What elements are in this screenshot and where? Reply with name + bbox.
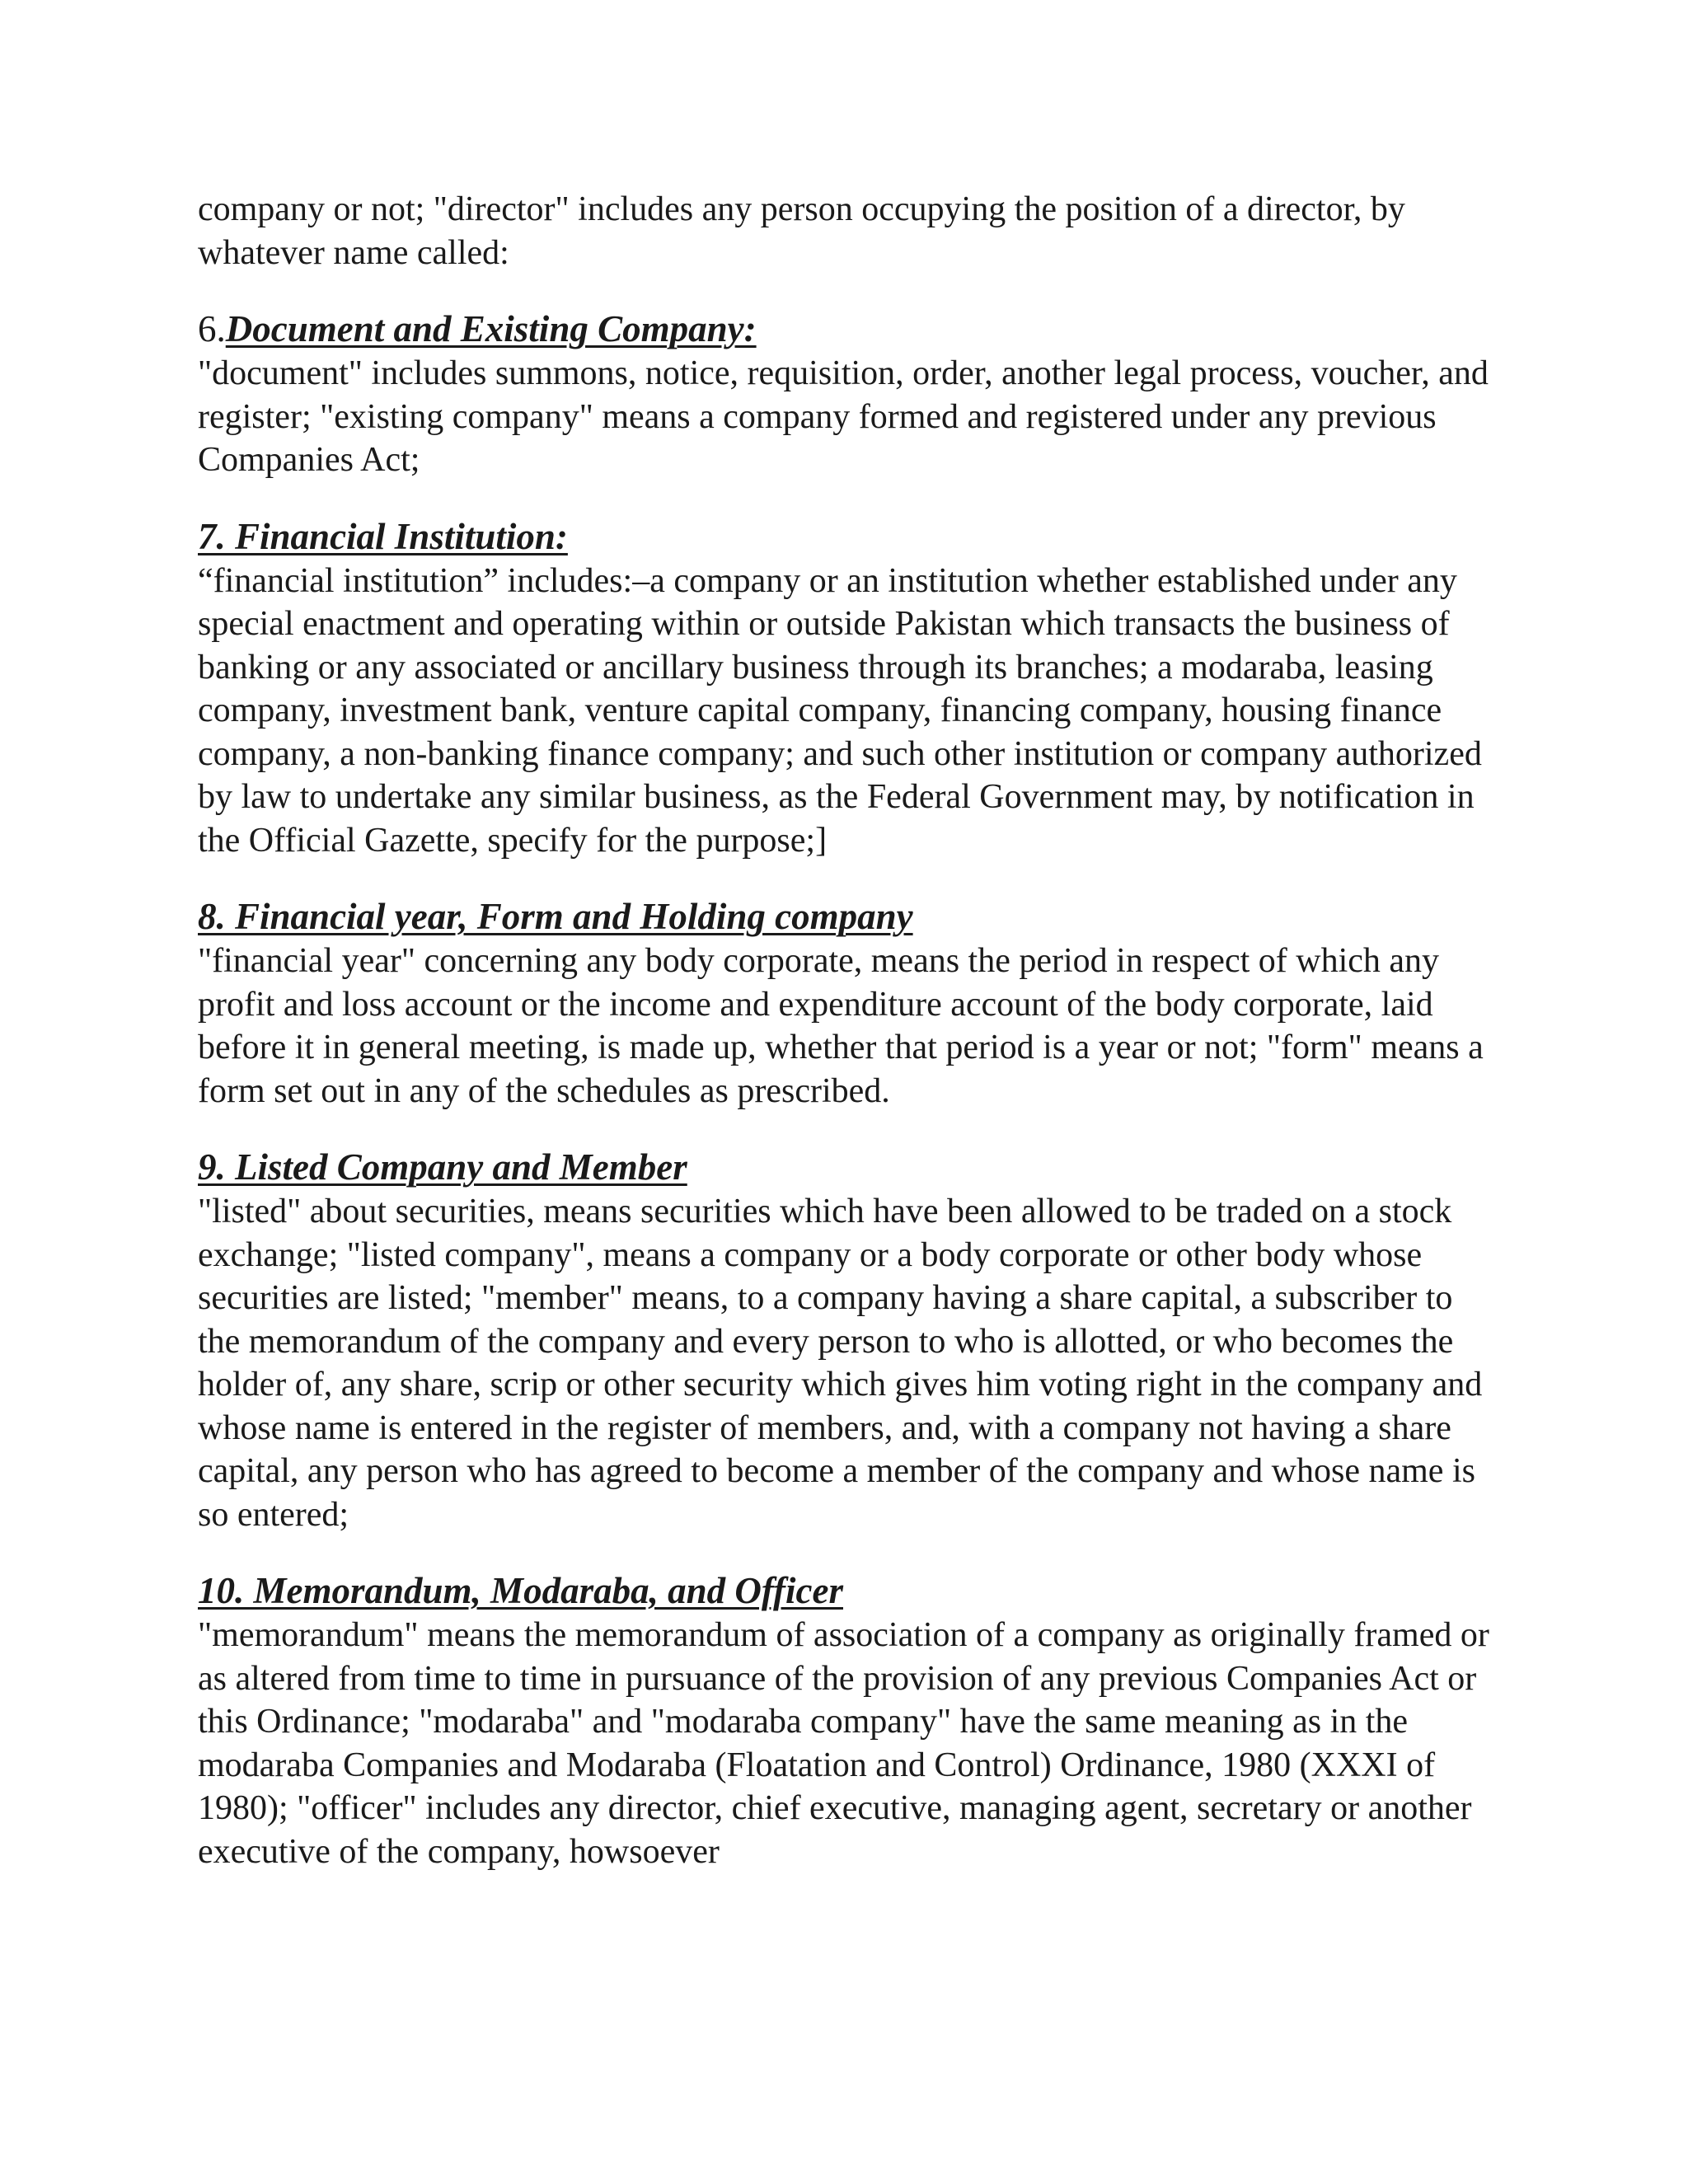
section-heading bbox=[198, 893, 1500, 940]
section-title: 7. Financial Institution: bbox=[198, 515, 568, 557]
document-page bbox=[198, 188, 1500, 1873]
section-title: 9. Listed Company and Member bbox=[198, 1146, 687, 1188]
section-7 bbox=[198, 513, 1500, 863]
section-9 bbox=[198, 1144, 1500, 1536]
section-number: 6. bbox=[198, 308, 226, 349]
section-heading bbox=[198, 1568, 1500, 1614]
section-8 bbox=[198, 893, 1500, 1113]
section-10 bbox=[198, 1568, 1500, 1873]
section-heading bbox=[198, 1144, 1500, 1190]
section-body: "memorandum" means the memorandum of association of a company as originally framed or as altered from time to time in pursuance of the provision of any previous Companies Act or this Ordinance; "modaraba" and "modaraba company" have the same meaning as in the modaraba Companies and Modaraba (Floatation and Control) Ordinance, 1980 (XXXI of 1980); "officer" includes any director, chief executive, managing agent, secretary or another executive of the company, howsoever bbox=[198, 1616, 1489, 1871]
section-heading bbox=[198, 513, 1500, 560]
section-heading bbox=[198, 306, 1500, 352]
intro-paragraph: company or not; "director" includes any person occupying the position of a director, by whatever name called: bbox=[198, 190, 1405, 272]
section-title: 10. Memorandum, Modaraba, and Officer bbox=[198, 1570, 843, 1611]
section-body: "document" includes summons, notice, requisition, order, another legal process, voucher, and register; "existing company" means a company formed and registered under any previous Companies Act; bbox=[198, 354, 1489, 479]
section-body: "financial year" concerning any body corporate, means the period in respect of which any profit and loss account or the income and expenditure account of the body corporate, laid before it in general meeting, is made up, whether that period is a year or not; "form" means a form set out in any of the schedules as prescribed. bbox=[198, 942, 1484, 1110]
section-body: "listed" about securities, means securities which have been allowed to be traded on a stock exchange; "listed company", means a company or a body corporate or other body whose securities are listed; "member" means, to a company having a share capital, a subscriber to the memorandum of the company and every person to who is allotted, or who becomes the holder of, any share, scrip or other security which gives him voting right in the company and whose name is entered in the register of members, and, with a company not having a share capital, any person who has agreed to become a member of the company and whose name is so entered; bbox=[198, 1193, 1483, 1534]
section-6 bbox=[198, 306, 1500, 482]
section-body: “financial institution” includes:–a company or an institution whether established under any special enactment and operating within or outside Pakistan which transacts the business of banking or any associated or ancillary business through its branches; a modaraba, leasing company, investment bank, venture capital company, financing company, housing finance company, a non-banking finance company; and such other institution or company authorized by law to undertake any similar business, as the Federal Government may, by notification in the Official Gazette, specify for the purpose;] bbox=[198, 561, 1482, 860]
section-title: 8. Financial year, Form and Holding company bbox=[198, 896, 913, 937]
section-title: Document and Existing Company: bbox=[225, 308, 757, 349]
